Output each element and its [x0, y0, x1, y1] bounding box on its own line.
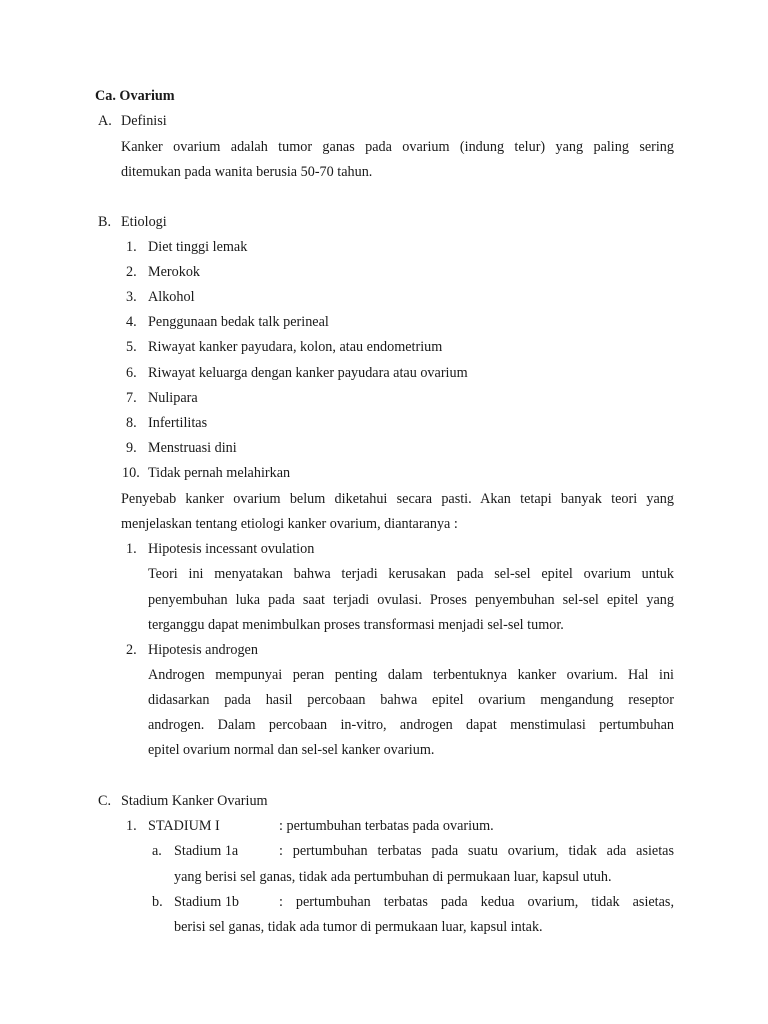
section-a-heading: Definisi [121, 113, 167, 129]
etiology-num: 6. [126, 365, 137, 381]
hypothesis-num: 2. [126, 642, 137, 658]
definition-line-2: ditemukan pada wanita berusia 50-70 tahun. [121, 164, 373, 180]
substage-letter: b. [152, 894, 163, 910]
etiology-item: Penggunaan bedak talk perineal [148, 314, 329, 330]
substage-description-cont: yang berisi sel ganas, tidak ada pertumbuhan di permukaan luar, kapsul utuh. [174, 869, 612, 885]
substage-name: Stadium 1b [174, 894, 240, 910]
etiology-num: 1. [126, 239, 137, 255]
substage-description: : pertumbuhan terbatas pada suatu ovarium, tidak ada asietas [279, 843, 674, 859]
section-b-heading: Etiologi [121, 214, 167, 230]
section-c-marker: C. [98, 793, 112, 809]
etiology-item: Riwayat keluarga dengan kanker payudara atau ovarium [148, 365, 468, 381]
substage-description: : pertumbuhan terbatas pada kedua ovarium, tidak asietas, [279, 894, 674, 910]
document-title: Ca. Ovarium [95, 88, 175, 104]
etiology-num: 7. [126, 390, 137, 406]
substage-letter: a. [152, 843, 162, 859]
etiology-item: Nulipara [148, 390, 198, 406]
etiology-num: 2. [126, 264, 137, 280]
etiology-item: Alkohol [148, 289, 195, 305]
hypothesis-text-line: epitel ovarium normal dan sel-sel kanker ovarium. [148, 742, 435, 758]
section-a-marker: A. [98, 113, 112, 129]
etiology-item: Diet tinggi lemak [148, 239, 248, 255]
etiology-num: 5. [126, 339, 137, 355]
etiology-item: Merokok [148, 264, 201, 280]
hypothesis-text-line: didasarkan pada hasil percobaan bahwa epitel ovarium mengandung reseptor [148, 692, 674, 708]
stage-name: STADIUM I [148, 818, 220, 834]
etiology-num: 3. [126, 289, 137, 305]
stage-description: : pertumbuhan terbatas pada ovarium. [279, 818, 494, 834]
hypothesis-title: Hipotesis androgen [148, 642, 258, 658]
substage-name: Stadium 1a [174, 843, 239, 859]
etiology-num: 9. [126, 440, 137, 456]
etiology-intro-line-1: Penyebab kanker ovarium belum diketahui secara pasti. Akan tetapi banyak teori yang [121, 491, 674, 507]
hypothesis-text-line: Androgen mempunyai peran penting dalam terbentuknya kanker ovarium. Hal ini [148, 667, 674, 683]
hypothesis-text-line: androgen. Dalam percobaan in-vitro, androgen dapat menstimulasi pertumbuhan [148, 717, 674, 733]
etiology-item: Riwayat kanker payudara, kolon, atau endometrium [148, 339, 443, 355]
stage-num: 1. [126, 818, 137, 834]
section-c-heading: Stadium Kanker Ovarium [121, 793, 268, 809]
etiology-item: Infertilitas [148, 415, 208, 431]
hypothesis-text-line: Teori ini menyatakan bahwa terjadi kerusakan pada sel-sel epitel ovarium untuk [148, 566, 674, 582]
definition-line-1: Kanker ovarium adalah tumor ganas pada ovarium (indung telur) yang paling sering [121, 139, 674, 155]
hypothesis-title: Hipotesis incessant ovulation [148, 541, 315, 557]
hypothesis-text-line: terganggu dapat menimbulkan proses transformasi menjadi sel-sel tumor. [148, 617, 564, 633]
section-b-marker: B. [98, 214, 112, 230]
etiology-num: 10. [122, 465, 140, 481]
etiology-num: 4. [126, 314, 137, 330]
substage-description-cont: berisi sel ganas, tidak ada tumor di permukaan luar, kapsul intak. [174, 919, 543, 935]
etiology-item: Tidak pernah melahirkan [148, 465, 291, 481]
etiology-item: Menstruasi dini [148, 440, 237, 456]
etiology-num: 8. [126, 415, 137, 431]
hypothesis-text-line: penyembuhan luka pada saat terjadi ovulasi. Proses penyembuhan sel-sel epitel yang [148, 592, 674, 608]
etiology-intro-line-2: menjelaskan tentang etiologi kanker ovarium, diantaranya : [121, 516, 458, 532]
hypothesis-num: 1. [126, 541, 137, 557]
